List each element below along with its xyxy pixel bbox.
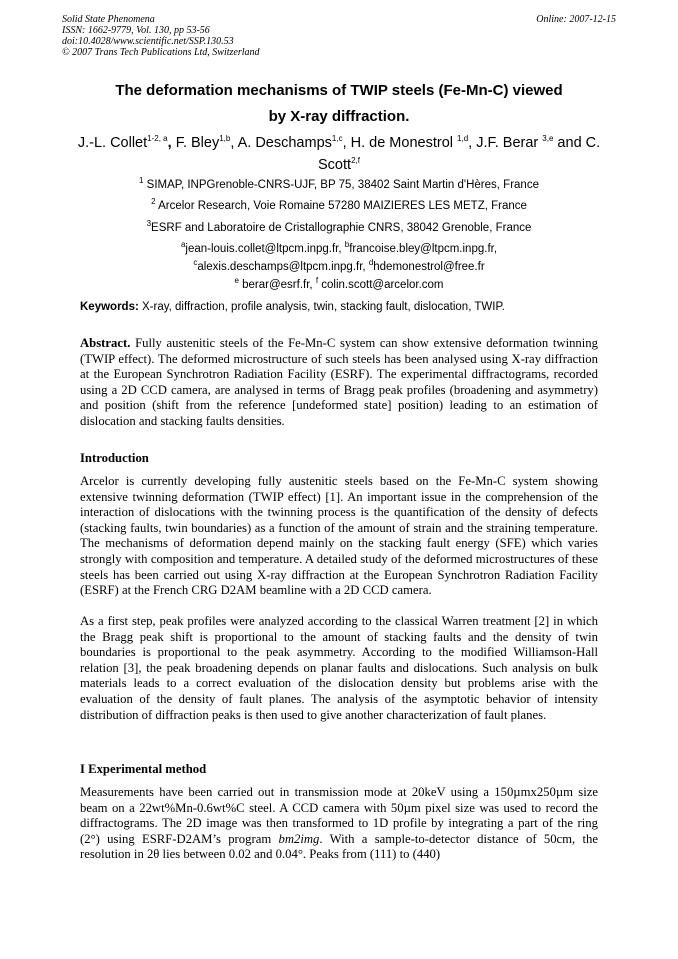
- affiliation-text: SIMAP, INPGrenoble-CNRS-UJF, BP 75, 38402 Saint Martin d'Hères, France: [146, 178, 539, 191]
- online-date: Online: 2007-12-15: [536, 14, 616, 25]
- affiliation-number: 1: [139, 176, 144, 185]
- author-name: J.F. Berar: [476, 134, 539, 151]
- paper-title: [62, 78, 616, 130]
- title-line-1: The deformation mechanisms of TWIP steels (Fe-Mn-C) viewed: [115, 82, 563, 99]
- experimental-text-part-1: Measurements have been carried out in transmission mode at 20keV using a 150µmx250µm size beam on a 22wt%Mn-0.6wt%C steel. A CCD camera with 50µm pixel size was used to record the diffractograms. The 2D image was then transformed to 1D profile by integrating a part of the ring (2°) using ESRF-D2AM’s program: [80, 785, 598, 846]
- email-link[interactable]: francoise.bley@ltpcm.inpg.fr,: [349, 242, 498, 255]
- author-affiliation-mark: 1-2, a: [147, 134, 168, 143]
- abstract-text: Fully austenitic steels of the Fe-Mn-C system can show extensive deformation twinning (TWIP effect). The deformed microstructure of such steels has been analysed using X-ray diffraction at the European Synchrotron Radiation Facility (ESRF). The experimental diffractograms, recorded using a 2D CCD camera, are analysed in terms of Bragg peak profiles (broadening and asymmetry) and position (shift from the reference [undeformed state] position) leading to an estimation of dislocation and stacking faults densities.: [80, 336, 598, 428]
- affiliation-number: 3: [146, 219, 152, 228]
- title-line-2: by X-ray diffraction.: [268, 108, 410, 125]
- keywords-label: Keywords:: [80, 301, 139, 313]
- author-name: J.-L. Collet: [77, 134, 148, 151]
- email-link[interactable]: colin.scott@arcelor.com: [321, 278, 444, 291]
- affiliation-3: [62, 217, 616, 235]
- author-affiliation-mark: 3,e: [542, 134, 554, 143]
- affiliation-text: ESRF and Laboratoire de Cristallographie CNRS, 38042 Grenoble, France: [151, 221, 532, 234]
- author-list: J.-L. Collet$^{1-2, a}$, F. Bley$^{1,b}$, A. Deschamps$^{1,c}$, H. de Monestrol $^{1,d}$, J.F. Berar $^{3,e}$ and C. Scott$^{2,f}$: [77, 134, 601, 173]
- issn: ISSN: 1662-9779, Vol. 130, pp 53-56: [62, 25, 210, 36]
- page-header: [62, 14, 616, 58]
- email-link[interactable]: alexis.deschamps@ltpcm.inpg.fr,: [197, 260, 366, 273]
- experimental-paragraph: [80, 785, 598, 863]
- journal-name: Solid State Phenomena: [62, 14, 155, 25]
- doi: doi:10.4028/www.scientific.net/SSP.130.53: [62, 36, 234, 47]
- experimental-heading: I Experimental method: [80, 762, 207, 776]
- introduction-heading: Introduction: [80, 451, 149, 465]
- email-block: $^a$jean-louis.collet@ltpcm.inpg.fr, $^b$francoise.bley@ltpcm.inpg.fr, $^c$alexis.deschamps@ltpcm.inpg.fr, $^d$hdemonestrol@free.fr $^e$ berar@esrf.fr, $^f$ colin.scott@arcelor.com: [180, 240, 498, 291]
- author-affiliation-mark: 1,d: [457, 134, 469, 143]
- affiliation-number: 2: [151, 197, 156, 206]
- abstract-label: Abstract.: [80, 336, 131, 350]
- affiliation-1: [62, 174, 616, 192]
- author-affiliation-mark: 2,f: [351, 155, 360, 165]
- author-affiliation-mark: 1,c: [331, 134, 343, 143]
- affiliation-2: [62, 195, 616, 213]
- email-link[interactable]: hdemonestrol@free.fr: [373, 260, 485, 273]
- email-link[interactable]: berar@esrf.fr,: [242, 278, 313, 291]
- author-name: C. Scott: [318, 134, 601, 173]
- program-name: bm2img: [278, 831, 320, 846]
- email-link[interactable]: jean-louis.collet@ltpcm.inpg.fr,: [185, 242, 342, 255]
- keywords: [80, 300, 598, 314]
- author-name: H. de Monestrol: [350, 134, 453, 151]
- affiliation-text: Arcelor Research, Voie Romaine 57280 MAIZIERES LES METZ, France: [158, 199, 527, 212]
- keywords-text: X-ray, diffraction, profile analysis, twin, stacking fault, dislocation, TWIP.: [142, 301, 505, 313]
- author-name: F. Bley: [175, 134, 220, 151]
- author-affiliation-mark: 1,b: [219, 134, 231, 143]
- author-name: A. Deschamps: [237, 134, 332, 151]
- introduction-paragraph-1: Arcelor is currently developing fully austenitic steels based on the Fe-Mn-C system showing extensive twinning deformation (TWIP effect) [1]. An important issue in the comprehension of the interaction of dislocations with the twinning process is the quantification of the density of defects (stacking faults, twin boundaries) as a function of the amount of strain and the straining temperature. The mechanisms of deformation depend mainly on the stacking fault energy (SFE) which varies strongly with composition and temperature. A detailed study of the deformed microstructures of these steels has been carried out using X-ray diffraction at the European Synchrotron Radiation Facility (ESRF) at the French CRG D2AM beamline with a 2D CCD camera.: [80, 474, 598, 598]
- copyright: © 2007 Trans Tech Publications Ltd, Switzerland: [62, 47, 260, 58]
- abstract: [80, 336, 598, 430]
- experimental-text-part-2: . With a sample-to-detector distance of 50cm, the resolution in 2θ lies between 0.02 and 0.04°. Peaks from (111) to (440): [80, 831, 599, 862]
- introduction-paragraph-2: As a first step, peak profiles were analyzed according to the classical Warren treatment [2] in which the Bragg peak shift is proportional to the amount of stacking faults and the density of twin boundaries is proportional to the peak asymmetry. According to the modified Williamson-Hall relation [3], the peak broadening depends on planar faults and dislocations. Such analysis on bulk materials leads to a correct evaluation of the dislocation density but problems arise with the evaluation of the density of fault planes. The analysis of the asymptotic behavior of intensity distribution of diffraction peaks is then used to give another characterization of fault planes.: [80, 614, 598, 722]
